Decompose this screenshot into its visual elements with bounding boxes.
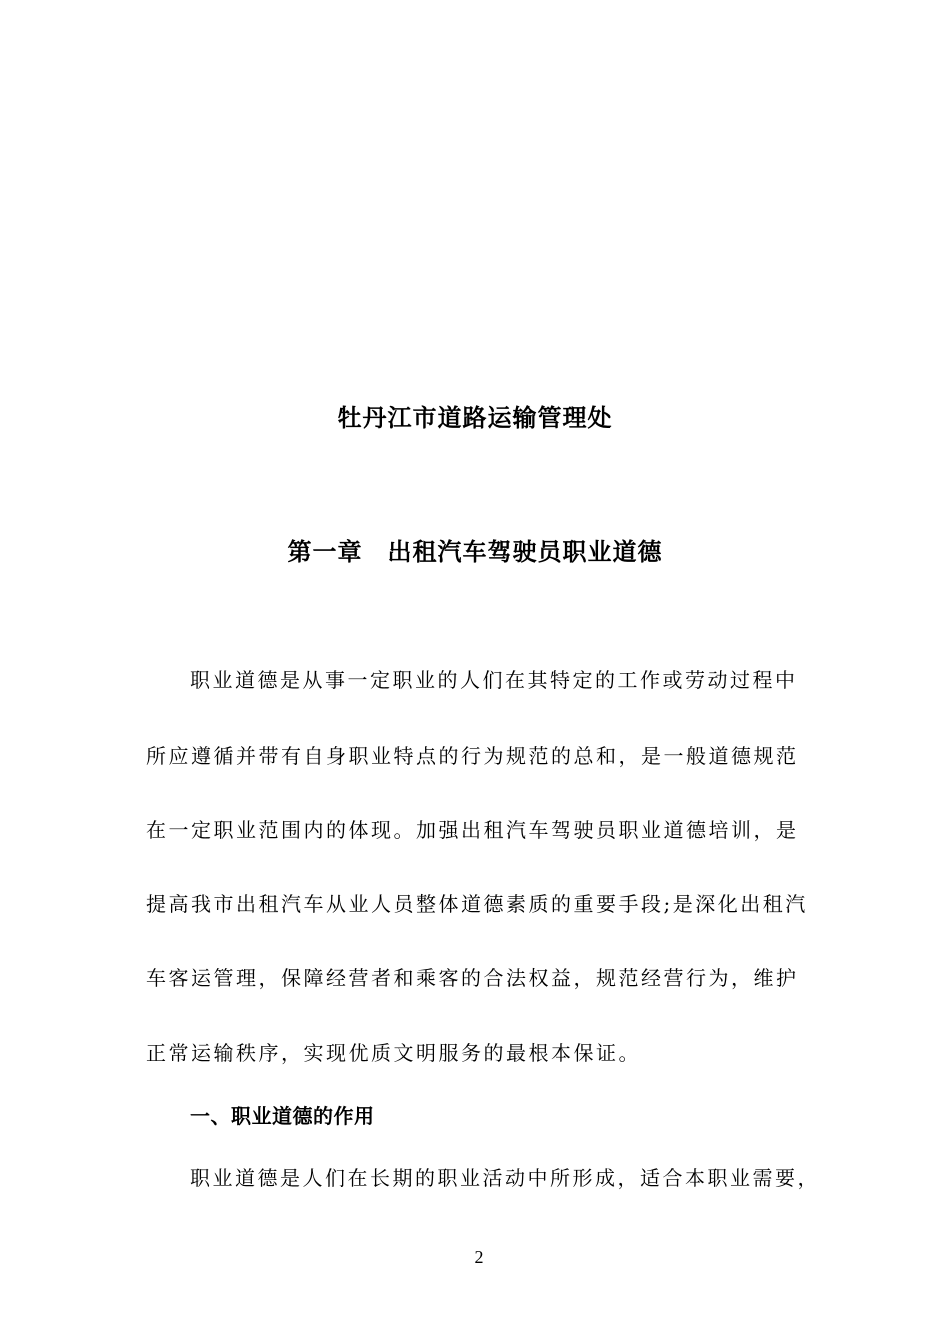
section-heading: 一、职业道德的作用 — [190, 1104, 375, 1128]
page-number: 2 — [474, 1247, 484, 1267]
paragraph-line: 车客运管理，保障经营者和乘客的合法权益，规范经营行为，维护 — [146, 966, 799, 990]
paragraph-line: 正常运输秩序，实现优质文明服务的最根本保证。 — [146, 1041, 641, 1065]
paragraph-line: 所应遵循并带有自身职业特点的行为规范的总和，是一般道德规范 — [146, 744, 799, 768]
organization-title: 牡丹江市道路运输管理处 — [337, 404, 613, 432]
paragraph-line: 职业道德是从事一定职业的人们在其特定的工作或劳动过程中 — [190, 668, 798, 692]
paragraph-line: 提高我市出租汽车从业人员整体道德素质的重要手段;是深化出租汽 — [146, 892, 808, 916]
chapter-title: 第一章 出租汽车驾驶员职业道德 — [287, 538, 663, 566]
paragraph-line: 职业道德是人们在长期的职业活动中所形成，适合本职业需要， — [190, 1166, 820, 1190]
paragraph-line: 在一定职业范围内的体现。加强出租汽车驾驶员职业道德培训，是 — [146, 818, 799, 842]
